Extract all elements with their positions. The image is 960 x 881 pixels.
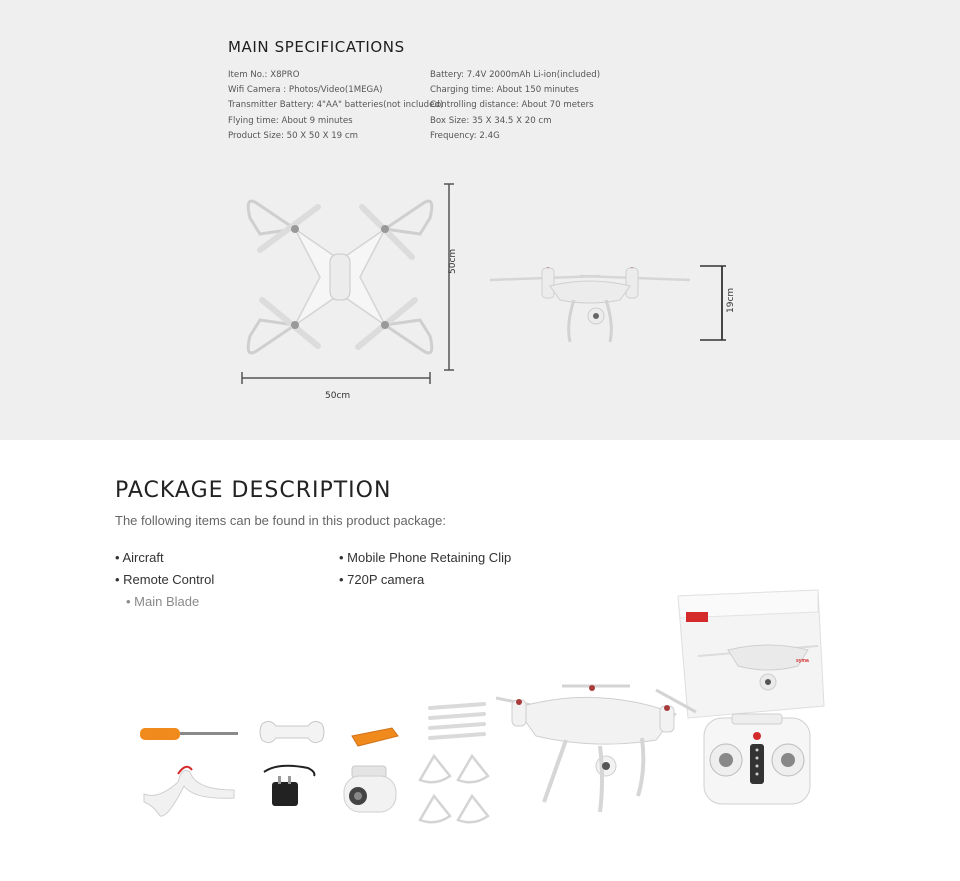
drone-top-view-image [240, 182, 440, 372]
specs-right-column [430, 68, 600, 144]
propeller-guards-image [416, 752, 496, 826]
spec-item: Item No.: X8PRO [228, 70, 300, 80]
dimension-line-vertical [444, 182, 454, 382]
battery-image [348, 726, 400, 748]
camera-image [342, 764, 398, 814]
package-subtitle: The following items can be found in this product package: [115, 513, 446, 528]
dimension-depth-label: 50cm [448, 248, 458, 274]
screwdriver-image [140, 726, 240, 742]
spec-item: Transmitter Battery: 4"AA" batteries(not included) [228, 100, 444, 111]
svg-text:syma: syma [796, 658, 809, 664]
aircraft-image [496, 684, 696, 814]
main-blades-image [428, 702, 488, 742]
drone-side-view-image [490, 258, 690, 348]
package-item-720p-camera: • 720P camera [339, 572, 425, 587]
package-item-remote-control: • Remote Control [115, 572, 215, 587]
spec-item: Charging time: About 150 minutes [430, 85, 579, 96]
package-item-aircraft: • Aircraft [115, 550, 164, 565]
dimension-height-label: 19cm [726, 287, 736, 313]
spec-item: Box Size: 35 X 34.5 X 20 cm [430, 115, 552, 126]
spec-item: Flying time: About 9 minutes [228, 115, 353, 126]
spec-item: Controlling distance: About 70 meters [430, 100, 594, 111]
remote-control-image [702, 714, 814, 806]
charger-image [258, 762, 318, 812]
dimension-width-label: 50cm [325, 391, 351, 401]
dimension-line-horizontal [240, 372, 435, 384]
package-title: PACKAGE DESCRIPTION [115, 478, 392, 503]
spec-item: Frequency: 2.4G [430, 130, 500, 141]
package-item-main-blade: • Main Blade [126, 594, 200, 609]
specifications-title: MAIN SPECIFICATIONS [228, 38, 405, 56]
wrench-image [258, 718, 326, 746]
package-item-phone-clip: • Mobile Phone Retaining Clip [339, 550, 512, 565]
specifications-section [0, 0, 960, 440]
phone-clip-image [138, 760, 238, 820]
specs-left-column [228, 68, 443, 144]
spec-item: Product Size: 50 X 50 X 19 cm [228, 130, 358, 141]
spec-item: Battery: 7.4V 2000mAh Li-ion(included) [430, 70, 601, 80]
spec-item: Wifi Camera : Photos/Video(1MEGA) [228, 85, 383, 96]
